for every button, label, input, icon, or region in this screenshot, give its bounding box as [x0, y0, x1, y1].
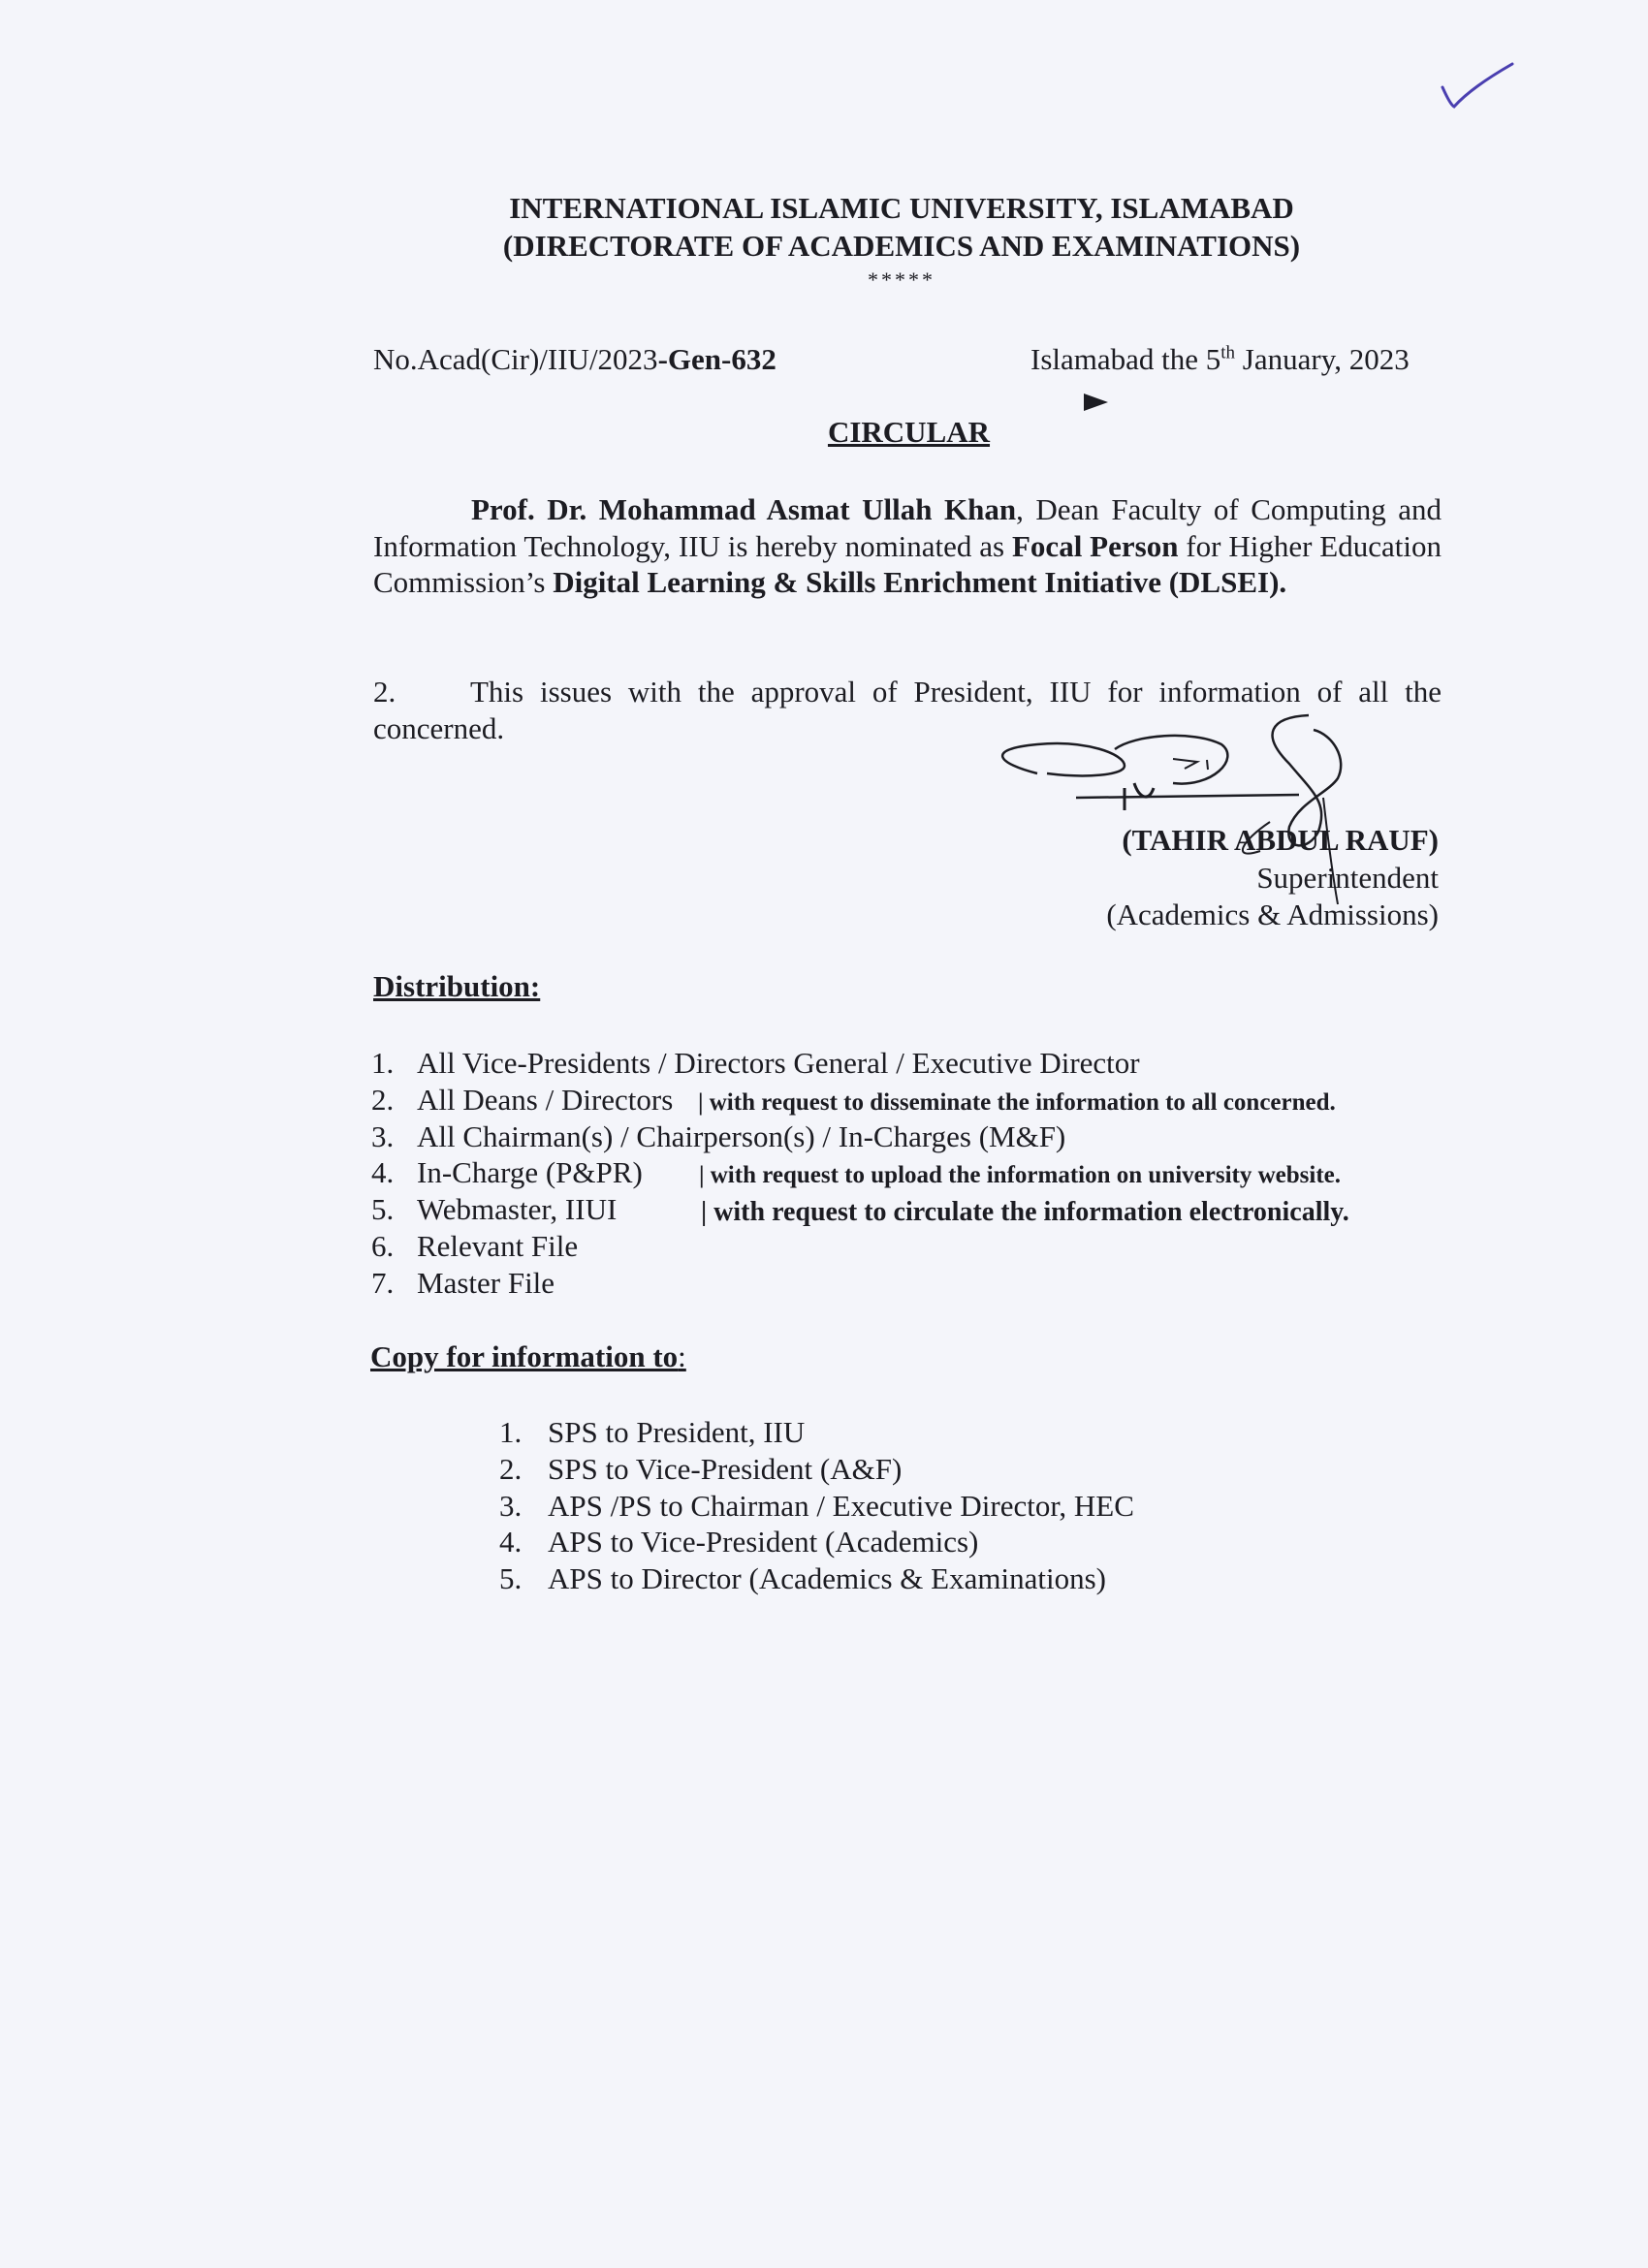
- item-number: 1.: [499, 1415, 523, 1449]
- list-item: [371, 1191, 1349, 1228]
- item-label: Master File: [417, 1265, 555, 1300]
- signatory-designation: Superintendent: [1256, 861, 1439, 895]
- nominee-name: Prof. Dr. Mohammad Asmat Ullah Khan: [471, 492, 1017, 526]
- item-label: In-Charge (P&PR): [417, 1155, 643, 1190]
- initiative-name: Digital Learning & Skills Enrichment Initiative (DLSEI).: [553, 565, 1287, 599]
- document-title: CIRCULAR: [827, 415, 991, 449]
- ink-mark-icon: [1081, 390, 1116, 415]
- copy-heading-colon: :: [678, 1339, 686, 1373]
- item-number: 6.: [371, 1228, 395, 1263]
- item-number: 4.: [371, 1155, 395, 1190]
- checkmark-icon: [1433, 58, 1530, 116]
- item-note: | with request to upload the information on university website.: [699, 1162, 1342, 1189]
- item-number: 2.: [499, 1451, 523, 1486]
- copy-heading: [370, 1339, 686, 1374]
- distribution-heading: Distribution:: [373, 969, 541, 1003]
- list-item: [499, 1488, 1134, 1525]
- item-note: | with request to disseminate the information to all concerned.: [698, 1088, 1336, 1116]
- item-number: 3.: [499, 1488, 523, 1523]
- nomination-text-a: , Dean Faculty of Computing and Information Technology, IIU is hereby nominated as: [373, 492, 1442, 563]
- item-label: APS to Vice-President (Academics): [548, 1525, 979, 1559]
- university-name: INTERNATIONAL ISLAMIC UNIVERSITY, ISLAMABAD: [509, 191, 1294, 225]
- directorate-name: (DIRECTORATE OF ACADEMICS AND EXAMINATIONS): [502, 229, 1301, 263]
- issue-date: [1030, 342, 1410, 377]
- item-label: APS /PS to Chairman / Executive Director, HEC: [548, 1488, 1134, 1523]
- item-number: 5.: [499, 1561, 523, 1596]
- copy-heading-text: Copy for information to: [370, 1339, 679, 1373]
- list-item: [371, 1154, 1342, 1191]
- list-item: [371, 1082, 1336, 1118]
- item-number: 4.: [499, 1525, 523, 1559]
- reference-prefix: No.Acad(Cir)/IIU/2023: [373, 342, 658, 376]
- reference-number: [373, 342, 776, 377]
- approval-text: This issues with the approval of President, IIU for information of all the concerned.: [373, 675, 1442, 745]
- list-item: [371, 1228, 1140, 1265]
- paragraph-number: 2.: [373, 675, 396, 709]
- list-item: [499, 1524, 1134, 1560]
- item-number: 2.: [371, 1082, 395, 1117]
- list-item: [499, 1414, 1134, 1451]
- signatory-department: (Academics & Admissions): [1106, 898, 1439, 931]
- item-number: 1.: [371, 1046, 395, 1080]
- nomination-text-b: for Higher Education Commission’s: [373, 528, 1442, 599]
- item-number: 3.: [371, 1118, 395, 1153]
- list-item: [371, 1045, 1140, 1082]
- item-label: Relevant File: [417, 1228, 579, 1263]
- reference-suffix: -Gen-632: [657, 342, 776, 376]
- item-label: All Chairman(s) / Chairperson(s) / In-Charges (M&F): [417, 1118, 1066, 1153]
- item-label: All Vice-Presidents / Directors General / Executive Director: [417, 1046, 1140, 1080]
- item-number: 5.: [371, 1192, 395, 1227]
- item-label: All Deans / Directors: [417, 1082, 674, 1117]
- list-item: [499, 1451, 1134, 1488]
- item-label: APS to Director (Academics & Examinations): [548, 1561, 1106, 1596]
- item-label: SPS to President, IIU: [548, 1415, 806, 1449]
- header-stars: *****: [868, 268, 935, 292]
- date-ordinal: th: [1220, 342, 1236, 363]
- list-item: [371, 1265, 1140, 1302]
- paragraph-nomination: [373, 491, 1442, 601]
- copy-list: [499, 1414, 1134, 1597]
- list-item: [499, 1560, 1134, 1597]
- list-item: [371, 1118, 1140, 1155]
- signatory-name: (TAHIR ABDUL RAUF): [1122, 823, 1439, 857]
- item-number: 7.: [371, 1265, 395, 1300]
- date-rest: January, 2023: [1235, 342, 1410, 376]
- item-note: | with request to circulate the information electronically.: [701, 1197, 1349, 1228]
- date-prefix: Islamabad the 5: [1030, 342, 1221, 376]
- distribution-list: [371, 1045, 1349, 1302]
- focal-person-label: Focal Person: [1012, 528, 1179, 563]
- item-label: Webmaster, IIUI: [417, 1192, 618, 1227]
- item-label: SPS to Vice-President (A&F): [548, 1451, 903, 1486]
